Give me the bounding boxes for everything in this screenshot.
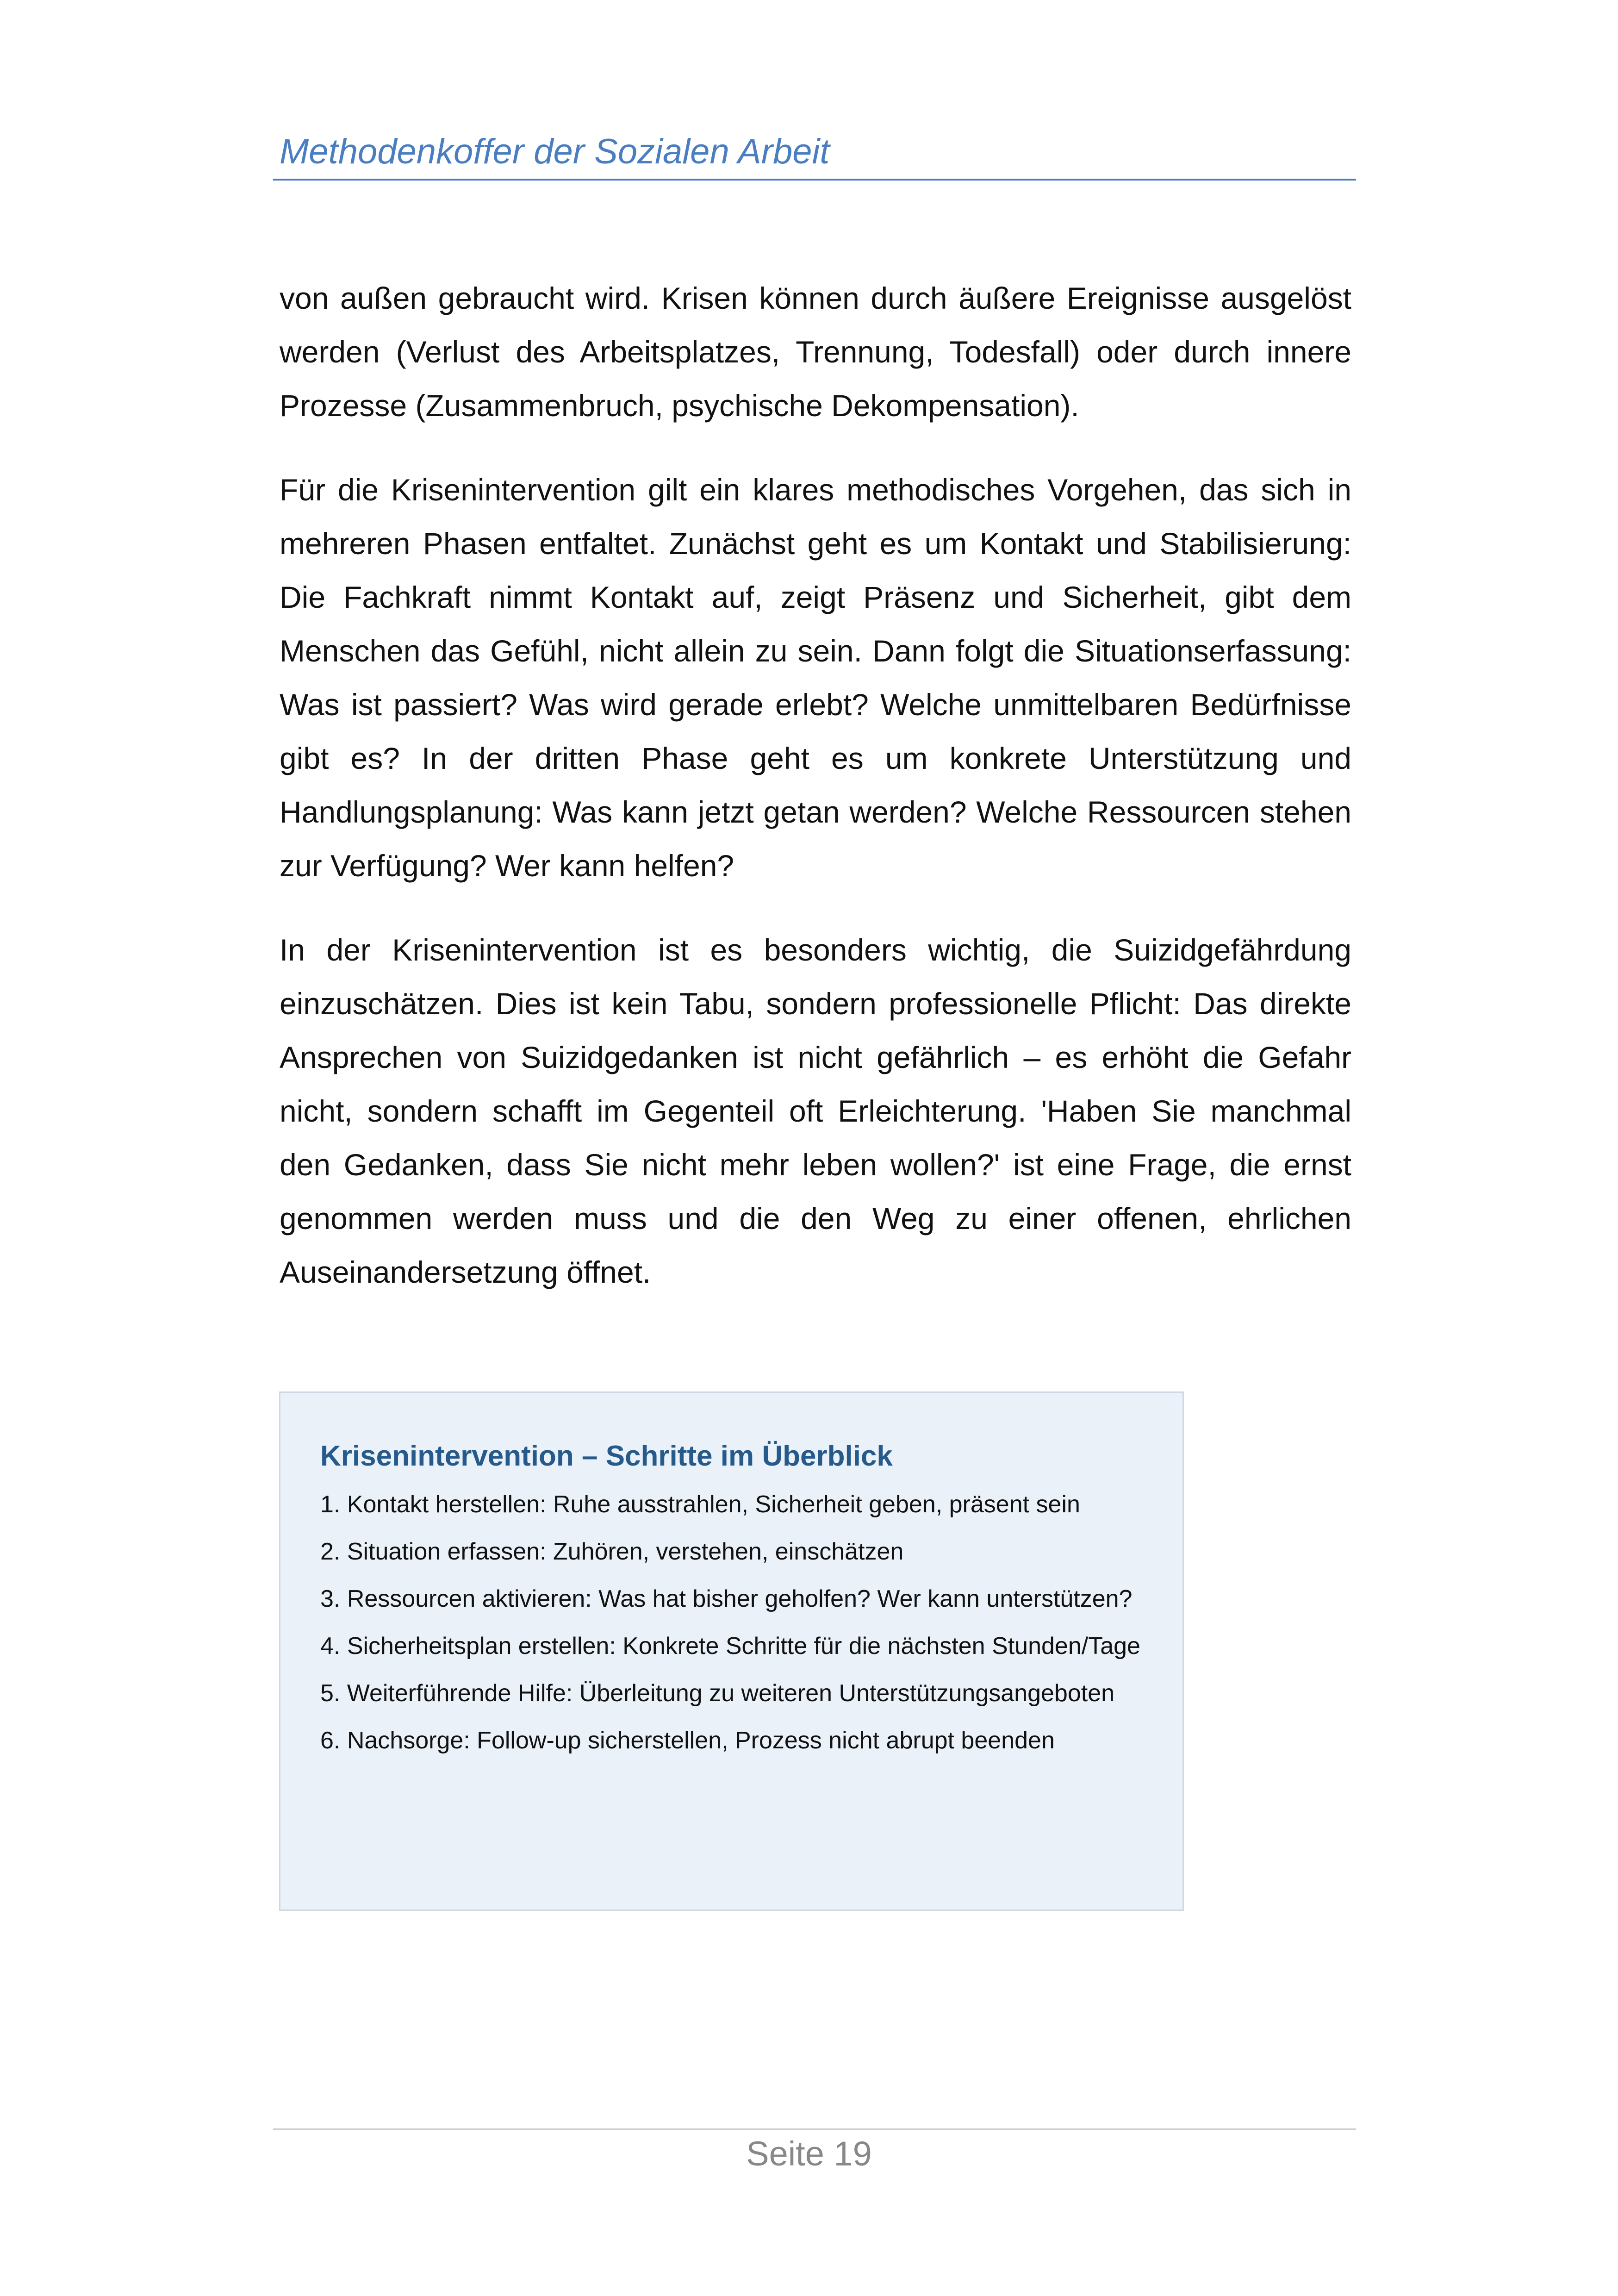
paragraph-1: von außen gebraucht wird. Krisen können durch äußere Ereignisse ausgelöst werden (Verlust des Arbeitsplatzes, Trennung, Todesfall) oder durch innere Prozesse (Zusammenbruch, psychische Dekompensation). — [280, 281, 1351, 423]
summary-box — [279, 1391, 1184, 1911]
summary-step-item: 4. Sicherheitsplan erstellen: Konkrete Schritte für die nächsten Stunden/Tage — [320, 1633, 1140, 1660]
main-text — [280, 271, 1351, 1329]
header-divider — [273, 179, 1356, 181]
summary-step-item: 3. Ressourcen aktivieren: Was hat bisher geholfen? Wer kann unterstützen? — [320, 1585, 1133, 1612]
summary-step-list — [320, 1485, 1144, 1769]
paragraph-2: Für die Krisenintervention gilt ein klares methodisches Vorgehen, das sich in mehreren Phasen entfaltet. Zunächst geht es um Kontakt und Stabilisierung: Die Fachkraft nimmt Kontakt auf, zeigt Präsenz und Sicherheit, gibt dem Menschen das Gefühl, nicht allein zu sein. Dann folgt die Situationserfassung: Was ist passiert? Was wird gerade erlebt? Welche unmittelbaren Bedürfnisse gibt es? In der dritten Phase geht es um konkrete Unterstützung und Handlungsplanung: Was kann jetzt getan werden? Welche Ressourcen stehen zur Verfügung? Wer kann helfen? — [280, 473, 1351, 883]
summary-step-item: 1. Kontakt herstellen: Ruhe ausstrahlen, Sicherheit geben, präsent sein — [320, 1491, 1080, 1518]
summary-step-item: 6. Nachsorge: Follow-up sicherstellen, Prozess nicht abrupt beenden — [320, 1727, 1055, 1754]
running-header-title: Methodenkoffer der Sozialen Arbeit — [280, 132, 830, 171]
page-number: Seite 19 — [746, 2134, 872, 2173]
paragraph-3: In der Krisenintervention ist es besonders wichtig, die Suizidgefährdung einzuschätzen. Dies ist kein Tabu, sondern professionelle Pflicht: Das direkte Ansprechen von Suizidgedanken ist nicht gefährlich – es erhöht die Gefahr nicht, sondern schafft im Gegenteil oft Erleichterung. 'Haben Sie manchmal den Gedanken, dass Sie nicht mehr leben wollen?' ist eine Frage, die ernst genommen werden muss und die den Weg zu einer offenen, ehrlichen Auseinandersetzung öffnet. — [280, 933, 1351, 1289]
summary-step-item: 2. Situation erfassen: Zuhören, verstehen, einschätzen — [320, 1538, 904, 1565]
summary-box-title: Krisenintervention – Schritte im Überblick — [320, 1440, 893, 1472]
footer-divider — [273, 2128, 1356, 2130]
summary-step-item: 5. Weiterführende Hilfe: Überleitung zu weiteren Unterstützungsangeboten — [320, 1680, 1115, 1707]
